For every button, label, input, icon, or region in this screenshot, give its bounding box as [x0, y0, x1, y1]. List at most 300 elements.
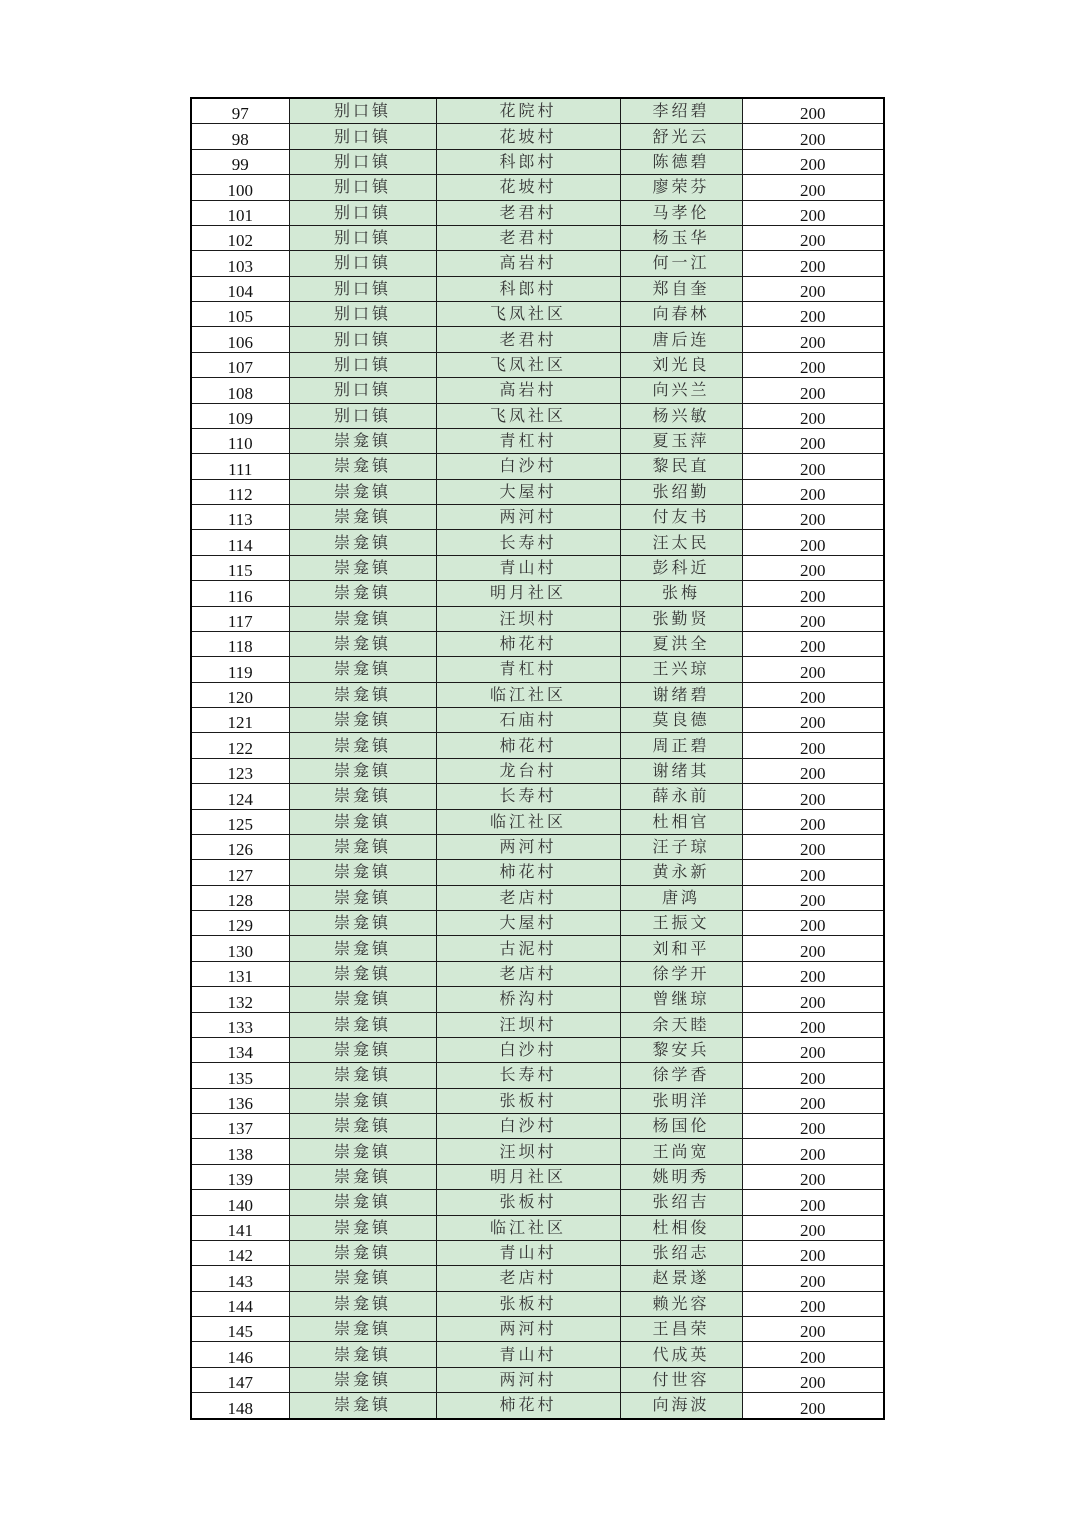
table-row: [191, 428, 884, 453]
row-number-cell: 110: [191, 428, 289, 453]
row-number-cell: 130: [191, 936, 289, 961]
amount-cell: 200: [742, 1367, 884, 1392]
name-cell: 张勤贤: [620, 606, 742, 631]
table-row: [191, 1164, 884, 1189]
name-cell: 代成英: [620, 1342, 742, 1367]
row-number-cell: 142: [191, 1240, 289, 1265]
name-cell: 杨兴敏: [620, 403, 742, 428]
amount-cell: 200: [742, 809, 884, 834]
town-cell: 崇龛镇: [289, 936, 436, 961]
table-row: [191, 860, 884, 885]
table-row: [191, 505, 884, 530]
amount-cell: 200: [742, 124, 884, 149]
row-number-cell: 144: [191, 1291, 289, 1316]
village-cell: 青山村: [436, 1342, 620, 1367]
town-cell: 别口镇: [289, 251, 436, 276]
village-cell: 临江社区: [436, 809, 620, 834]
row-number-cell: 104: [191, 276, 289, 301]
name-cell: 杨国伦: [620, 1114, 742, 1139]
town-cell: 崇龛镇: [289, 530, 436, 555]
amount-cell: 200: [742, 428, 884, 453]
row-number-cell: 97: [191, 98, 289, 124]
amount-cell: 200: [742, 885, 884, 910]
name-cell: 周正碧: [620, 733, 742, 758]
name-cell: 黎安兵: [620, 1037, 742, 1062]
table-row: [191, 175, 884, 200]
row-number-cell: 134: [191, 1037, 289, 1062]
town-cell: 崇龛镇: [289, 834, 436, 859]
amount-cell: 200: [742, 1012, 884, 1037]
table-row: [191, 657, 884, 682]
row-number-cell: 137: [191, 1114, 289, 1139]
table-row: [191, 1088, 884, 1113]
name-cell: 曾继琼: [620, 987, 742, 1012]
name-cell: 张绍吉: [620, 1190, 742, 1215]
row-number-cell: 138: [191, 1139, 289, 1164]
name-cell: 王昌荣: [620, 1317, 742, 1342]
village-cell: 青山村: [436, 555, 620, 580]
name-cell: 夏玉萍: [620, 428, 742, 453]
town-cell: 别口镇: [289, 276, 436, 301]
town-cell: 崇龛镇: [289, 1291, 436, 1316]
amount-cell: 200: [742, 1215, 884, 1240]
village-cell: 长寿村: [436, 530, 620, 555]
name-cell: 唐鸿: [620, 885, 742, 910]
row-number-cell: 145: [191, 1317, 289, 1342]
name-cell: 莫良德: [620, 708, 742, 733]
village-cell: 青杠村: [436, 657, 620, 682]
town-cell: 崇龛镇: [289, 1342, 436, 1367]
amount-cell: 200: [742, 251, 884, 276]
name-cell: 李绍碧: [620, 98, 742, 124]
town-cell: 崇龛镇: [289, 657, 436, 682]
village-cell: 白沙村: [436, 1037, 620, 1062]
name-cell: 余天睦: [620, 1012, 742, 1037]
table-row: [191, 911, 884, 936]
town-cell: 别口镇: [289, 225, 436, 250]
row-number-cell: 101: [191, 200, 289, 225]
name-cell: 姚明秀: [620, 1164, 742, 1189]
amount-cell: 200: [742, 98, 884, 124]
village-cell: 张板村: [436, 1190, 620, 1215]
town-cell: 崇龛镇: [289, 1240, 436, 1265]
village-cell: 飞凤社区: [436, 352, 620, 377]
name-cell: 廖荣芬: [620, 175, 742, 200]
table-row: [191, 98, 884, 124]
table-row: [191, 1063, 884, 1088]
village-cell: 两河村: [436, 834, 620, 859]
table-row: [191, 758, 884, 783]
name-cell: 向海波: [620, 1393, 742, 1419]
village-cell: 柿花村: [436, 733, 620, 758]
town-cell: 别口镇: [289, 124, 436, 149]
name-cell: 张绍勤: [620, 479, 742, 504]
table-row: [191, 834, 884, 859]
roster-table: [190, 97, 885, 1420]
table-row: [191, 1317, 884, 1342]
village-cell: 大屋村: [436, 479, 620, 504]
row-number-cell: 118: [191, 631, 289, 656]
amount-cell: 200: [742, 784, 884, 809]
row-number-cell: 143: [191, 1266, 289, 1291]
row-number-cell: 148: [191, 1393, 289, 1419]
village-cell: 明月社区: [436, 581, 620, 606]
amount-cell: 200: [742, 936, 884, 961]
table-row: [191, 885, 884, 910]
table-row: [191, 733, 884, 758]
amount-cell: 200: [742, 403, 884, 428]
village-cell: 老君村: [436, 225, 620, 250]
amount-cell: 200: [742, 555, 884, 580]
table-row: [191, 302, 884, 327]
name-cell: 舒光云: [620, 124, 742, 149]
table-row: [191, 124, 884, 149]
row-number-cell: 111: [191, 454, 289, 479]
table-row: [191, 327, 884, 352]
village-cell: 明月社区: [436, 1164, 620, 1189]
amount-cell: 200: [742, 530, 884, 555]
village-cell: 老店村: [436, 885, 620, 910]
village-cell: 花院村: [436, 98, 620, 124]
town-cell: 崇龛镇: [289, 1114, 436, 1139]
town-cell: 崇龛镇: [289, 1139, 436, 1164]
name-cell: 王尚宽: [620, 1139, 742, 1164]
table-row: [191, 479, 884, 504]
amount-cell: 200: [742, 505, 884, 530]
village-cell: 两河村: [436, 1367, 620, 1392]
name-cell: 赖光容: [620, 1291, 742, 1316]
village-cell: 长寿村: [436, 1063, 620, 1088]
village-cell: 两河村: [436, 1317, 620, 1342]
table-row: [191, 1291, 884, 1316]
row-number-cell: 122: [191, 733, 289, 758]
town-cell: 崇龛镇: [289, 961, 436, 986]
village-cell: 青山村: [436, 1240, 620, 1265]
row-number-cell: 124: [191, 784, 289, 809]
village-cell: 花坡村: [436, 124, 620, 149]
amount-cell: 200: [742, 1291, 884, 1316]
town-cell: 崇龛镇: [289, 987, 436, 1012]
table-row: [191, 276, 884, 301]
amount-cell: 200: [742, 175, 884, 200]
name-cell: 向兴兰: [620, 378, 742, 403]
name-cell: 赵景遂: [620, 1266, 742, 1291]
name-cell: 唐后连: [620, 327, 742, 352]
roster-table-body: [191, 98, 884, 1419]
name-cell: 彭科近: [620, 555, 742, 580]
village-cell: 老君村: [436, 327, 620, 352]
village-cell: 龙台村: [436, 758, 620, 783]
amount-cell: 200: [742, 1164, 884, 1189]
row-number-cell: 100: [191, 175, 289, 200]
table-row: [191, 1114, 884, 1139]
row-number-cell: 141: [191, 1215, 289, 1240]
town-cell: 崇龛镇: [289, 428, 436, 453]
row-number-cell: 105: [191, 302, 289, 327]
town-cell: 别口镇: [289, 403, 436, 428]
table-row: [191, 784, 884, 809]
amount-cell: 200: [742, 479, 884, 504]
town-cell: 别口镇: [289, 327, 436, 352]
town-cell: 崇龛镇: [289, 1367, 436, 1392]
amount-cell: 200: [742, 987, 884, 1012]
row-number-cell: 128: [191, 885, 289, 910]
table-row: [191, 961, 884, 986]
town-cell: 崇龛镇: [289, 555, 436, 580]
name-cell: 薛永前: [620, 784, 742, 809]
amount-cell: 200: [742, 1037, 884, 1062]
row-number-cell: 136: [191, 1088, 289, 1113]
town-cell: 崇龛镇: [289, 581, 436, 606]
name-cell: 徐学香: [620, 1063, 742, 1088]
village-cell: 两河村: [436, 505, 620, 530]
town-cell: 崇龛镇: [289, 454, 436, 479]
amount-cell: 200: [742, 758, 884, 783]
row-number-cell: 140: [191, 1190, 289, 1215]
amount-cell: 200: [742, 327, 884, 352]
town-cell: 崇龛镇: [289, 1215, 436, 1240]
amount-cell: 200: [742, 682, 884, 707]
village-cell: 长寿村: [436, 784, 620, 809]
name-cell: 王兴琼: [620, 657, 742, 682]
table-row: [191, 708, 884, 733]
village-cell: 柿花村: [436, 860, 620, 885]
village-cell: 桥沟村: [436, 987, 620, 1012]
name-cell: 向春林: [620, 302, 742, 327]
village-cell: 飞凤社区: [436, 302, 620, 327]
row-number-cell: 120: [191, 682, 289, 707]
town-cell: 崇龛镇: [289, 1190, 436, 1215]
town-cell: 别口镇: [289, 175, 436, 200]
name-cell: 何一江: [620, 251, 742, 276]
village-cell: 老君村: [436, 200, 620, 225]
row-number-cell: 121: [191, 708, 289, 733]
row-number-cell: 114: [191, 530, 289, 555]
name-cell: 徐学开: [620, 961, 742, 986]
town-cell: 崇龛镇: [289, 1037, 436, 1062]
name-cell: 郑自奎: [620, 276, 742, 301]
amount-cell: 200: [742, 1088, 884, 1113]
row-number-cell: 129: [191, 911, 289, 936]
amount-cell: 200: [742, 1317, 884, 1342]
amount-cell: 200: [742, 149, 884, 174]
amount-cell: 200: [742, 302, 884, 327]
table-row: [191, 1367, 884, 1392]
row-number-cell: 126: [191, 834, 289, 859]
name-cell: 黎民直: [620, 454, 742, 479]
amount-cell: 200: [742, 200, 884, 225]
village-cell: 花坡村: [436, 175, 620, 200]
town-cell: 崇龛镇: [289, 1063, 436, 1088]
row-number-cell: 113: [191, 505, 289, 530]
village-cell: 科郎村: [436, 276, 620, 301]
town-cell: 崇龛镇: [289, 758, 436, 783]
table-row: [191, 936, 884, 961]
row-number-cell: 139: [191, 1164, 289, 1189]
amount-cell: 200: [742, 733, 884, 758]
town-cell: 崇龛镇: [289, 809, 436, 834]
table-row: [191, 1342, 884, 1367]
village-cell: 老店村: [436, 1266, 620, 1291]
town-cell: 别口镇: [289, 98, 436, 124]
village-cell: 科郎村: [436, 149, 620, 174]
table-row: [191, 987, 884, 1012]
amount-cell: 200: [742, 860, 884, 885]
row-number-cell: 103: [191, 251, 289, 276]
name-cell: 谢绪其: [620, 758, 742, 783]
name-cell: 黄永新: [620, 860, 742, 885]
amount-cell: 200: [742, 378, 884, 403]
row-number-cell: 125: [191, 809, 289, 834]
amount-cell: 200: [742, 1139, 884, 1164]
row-number-cell: 119: [191, 657, 289, 682]
town-cell: 崇龛镇: [289, 1317, 436, 1342]
village-cell: 临江社区: [436, 1215, 620, 1240]
town-cell: 崇龛镇: [289, 885, 436, 910]
village-cell: 大屋村: [436, 911, 620, 936]
amount-cell: 200: [742, 454, 884, 479]
town-cell: 崇龛镇: [289, 911, 436, 936]
name-cell: 刘和平: [620, 936, 742, 961]
table-row: [191, 1215, 884, 1240]
name-cell: 付友书: [620, 505, 742, 530]
town-cell: 崇龛镇: [289, 1393, 436, 1419]
row-number-cell: 99: [191, 149, 289, 174]
town-cell: 崇龛镇: [289, 631, 436, 656]
amount-cell: 200: [742, 1342, 884, 1367]
table-row: [191, 454, 884, 479]
row-number-cell: 107: [191, 352, 289, 377]
name-cell: 杨玉华: [620, 225, 742, 250]
amount-cell: 200: [742, 276, 884, 301]
row-number-cell: 106: [191, 327, 289, 352]
village-cell: 汪坝村: [436, 606, 620, 631]
name-cell: 张绍志: [620, 1240, 742, 1265]
name-cell: 杜相官: [620, 809, 742, 834]
table-row: [191, 403, 884, 428]
table-row: [191, 631, 884, 656]
name-cell: 杜相俊: [620, 1215, 742, 1240]
table-row: [191, 200, 884, 225]
row-number-cell: 116: [191, 581, 289, 606]
amount-cell: 200: [742, 1240, 884, 1265]
town-cell: 崇龛镇: [289, 1012, 436, 1037]
row-number-cell: 109: [191, 403, 289, 428]
amount-cell: 200: [742, 1393, 884, 1419]
amount-cell: 200: [742, 1063, 884, 1088]
village-cell: 张板村: [436, 1088, 620, 1113]
table-row: [191, 378, 884, 403]
town-cell: 崇龛镇: [289, 708, 436, 733]
amount-cell: 200: [742, 834, 884, 859]
row-number-cell: 102: [191, 225, 289, 250]
amount-cell: 200: [742, 225, 884, 250]
table-row: [191, 149, 884, 174]
name-cell: 刘光良: [620, 352, 742, 377]
town-cell: 崇龛镇: [289, 505, 436, 530]
amount-cell: 200: [742, 631, 884, 656]
town-cell: 崇龛镇: [289, 1266, 436, 1291]
row-number-cell: 131: [191, 961, 289, 986]
town-cell: 崇龛镇: [289, 1088, 436, 1113]
row-number-cell: 117: [191, 606, 289, 631]
village-cell: 柿花村: [436, 631, 620, 656]
town-cell: 别口镇: [289, 200, 436, 225]
amount-cell: 200: [742, 581, 884, 606]
village-cell: 高岩村: [436, 251, 620, 276]
town-cell: 别口镇: [289, 352, 436, 377]
village-cell: 青杠村: [436, 428, 620, 453]
name-cell: 付世容: [620, 1367, 742, 1392]
village-cell: 汪坝村: [436, 1139, 620, 1164]
town-cell: 别口镇: [289, 378, 436, 403]
name-cell: 谢绪碧: [620, 682, 742, 707]
amount-cell: 200: [742, 708, 884, 733]
name-cell: 夏洪全: [620, 631, 742, 656]
table-row: [191, 1012, 884, 1037]
table-row: [191, 581, 884, 606]
name-cell: 张明洋: [620, 1088, 742, 1113]
table-row: [191, 809, 884, 834]
amount-cell: 200: [742, 961, 884, 986]
table-row: [191, 1037, 884, 1062]
row-number-cell: 127: [191, 860, 289, 885]
town-cell: 崇龛镇: [289, 860, 436, 885]
row-number-cell: 135: [191, 1063, 289, 1088]
village-cell: 白沙村: [436, 454, 620, 479]
row-number-cell: 112: [191, 479, 289, 504]
row-number-cell: 108: [191, 378, 289, 403]
table-row: [191, 251, 884, 276]
village-cell: 石庙村: [436, 708, 620, 733]
village-cell: 白沙村: [436, 1114, 620, 1139]
name-cell: 汪子琼: [620, 834, 742, 859]
village-cell: 张板村: [436, 1291, 620, 1316]
amount-cell: 200: [742, 606, 884, 631]
village-cell: 柿花村: [436, 1393, 620, 1419]
table-row: [191, 530, 884, 555]
town-cell: 崇龛镇: [289, 479, 436, 504]
amount-cell: 200: [742, 1190, 884, 1215]
town-cell: 崇龛镇: [289, 784, 436, 809]
table-row: [191, 1139, 884, 1164]
name-cell: 王振文: [620, 911, 742, 936]
table-row: [191, 1266, 884, 1291]
row-number-cell: 98: [191, 124, 289, 149]
table-row: [191, 352, 884, 377]
town-cell: 崇龛镇: [289, 733, 436, 758]
village-cell: 临江社区: [436, 682, 620, 707]
village-cell: 老店村: [436, 961, 620, 986]
amount-cell: 200: [742, 1266, 884, 1291]
amount-cell: 200: [742, 657, 884, 682]
village-cell: 高岩村: [436, 378, 620, 403]
name-cell: 陈德碧: [620, 149, 742, 174]
table-row: [191, 682, 884, 707]
row-number-cell: 133: [191, 1012, 289, 1037]
village-cell: 汪坝村: [436, 1012, 620, 1037]
name-cell: 张梅: [620, 581, 742, 606]
row-number-cell: 146: [191, 1342, 289, 1367]
town-cell: 崇龛镇: [289, 606, 436, 631]
town-cell: 崇龛镇: [289, 1164, 436, 1189]
name-cell: 汪太民: [620, 530, 742, 555]
table-row: [191, 1190, 884, 1215]
town-cell: 别口镇: [289, 149, 436, 174]
row-number-cell: 123: [191, 758, 289, 783]
table-row: [191, 1240, 884, 1265]
row-number-cell: 132: [191, 987, 289, 1012]
